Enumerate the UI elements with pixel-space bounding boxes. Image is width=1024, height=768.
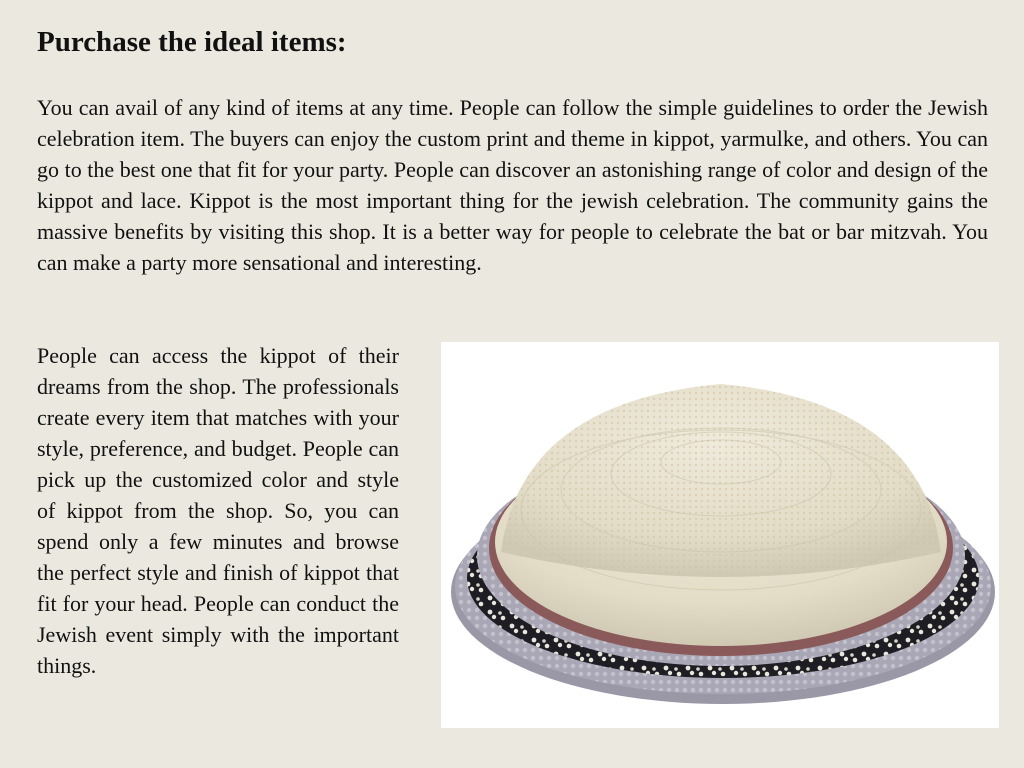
kippah-image [441,342,999,728]
intro-paragraph: You can avail of any kind of items at any time. People can follow the simple guidelines to order the Jewish celebration item. The buyers can enjoy the custom print and theme in kippot, yarmulke, and others. You can go to the best one that fit for your party. People can discover an astonishing range of color and design of the kippot and lace. Kippot is the most important thing for the jewish celebration. The community gains the massive benefits by visiting this shop. It is a better way for people to celebrate the bat or bar mitzvah. You can make a party more sensational and interesting. [37,95,988,275]
side-paragraph: People can access the kippot of their dreams from the shop. The professionals create every item that matches with your style, preference, and budget. People can pick up the customized color and style of kippot from the shop. So, you can spend only a few minutes and browse the perfect style and finish of kippot that fit for your head. People can conduct the Jewish event simply with the important things. [37,343,399,678]
kippah-illustration [441,342,999,728]
page-title: Purchase the ideal items: [37,26,347,58]
kippah-knit-texture [501,384,941,577]
